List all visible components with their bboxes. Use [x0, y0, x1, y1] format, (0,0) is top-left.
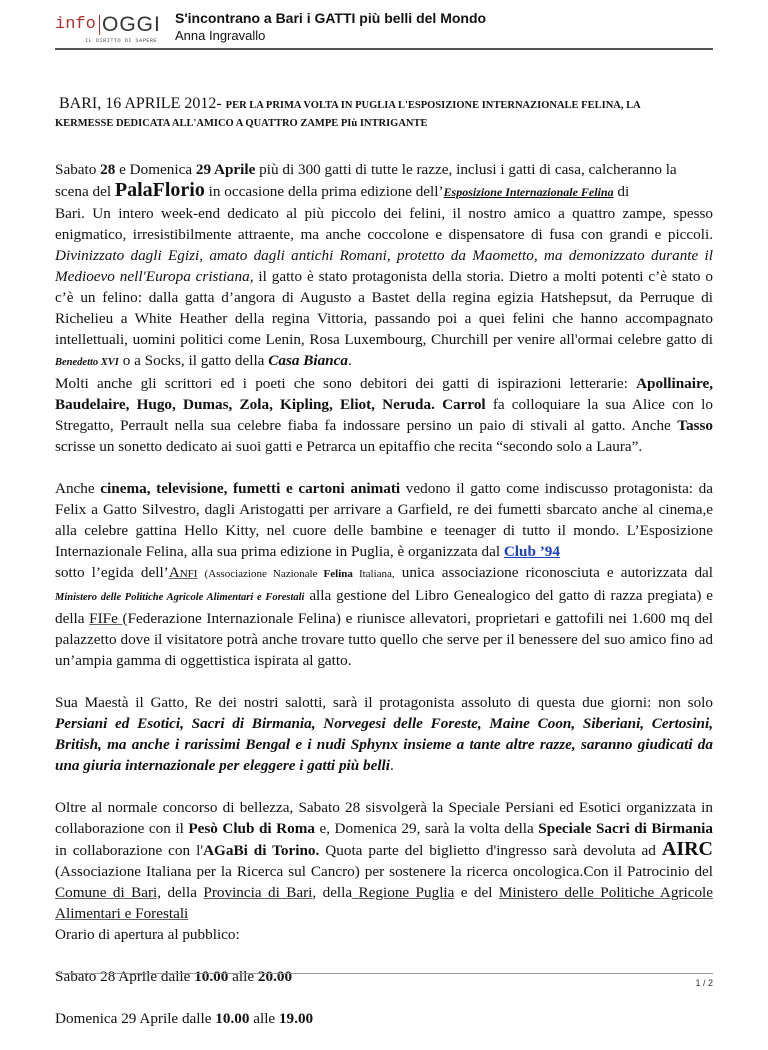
article-body: [55, 95, 713, 1050]
headline-line-2: KERMESSE DEDICATA ALL'AMICO A QUATTRO ZAMPE PIù INTRIGANTE: [55, 118, 428, 129]
text-run: 10.00: [215, 1010, 250, 1027]
logo-tagline: IL DIRITTO DI SAPERE: [85, 37, 158, 44]
paragraph: [55, 797, 713, 945]
text-run: 28: [100, 161, 116, 178]
text-run: più di 300 gatti di tutte le razze, inclusi i gatti di casa, calcheranno la: [255, 161, 677, 178]
text-run: 20.00: [257, 968, 293, 985]
text-run: Benedetto XVI: [55, 357, 119, 368]
text-run: scena del: [55, 183, 115, 200]
text-run: Sabato: [55, 161, 101, 178]
text-run: AGaBi di Torino.: [203, 842, 320, 859]
text-run: .: [347, 352, 352, 369]
text-run: il gatto è stato protagonista della storia. Dietro a molti potenti c’è stato o c’è un felino: dalla gatta d’angora di Augusto a Bastet della regina egizia Hatshepsut, da Perruque di Richelieu a White Heather della regina Vittoria, passando poi a quei felini che hanno accompagnato intellettuali, uomini politici come Lenin, Rosa Luxembourg, Churchill per venire all'ormai celebre gatto di: [55, 268, 714, 348]
text-run: (Associazione Nazionale: [204, 568, 324, 580]
text-run: unica associazione riconosciuta e autorizzata dal: [394, 564, 714, 581]
text-run: Molti anche gli scrittori ed i poeti che sono debitori dei gatti di ispirazioni letterarie:: [55, 375, 637, 392]
article-author: Anna Ingravallo: [175, 28, 266, 43]
paragraph: [55, 1008, 713, 1029]
inline-link[interactable]: Regione Puglia: [352, 884, 455, 901]
text-run: Speciale Sacri di Birmania: [538, 820, 713, 837]
dateline: BARI, 16 APRILE 2012-: [59, 95, 226, 112]
paragraph: [55, 478, 713, 671]
text-run: e, Domenica 29, sarà la volta della: [314, 820, 539, 837]
text-run: Felina: [323, 568, 353, 580]
text-run: (Associazione Italiana per la Ricerca sul Cancro) per sostenere la ricerca oncologica.Con il Patrocinio del: [55, 863, 713, 880]
text-run: Sabato 28 Aprile dalle: [55, 968, 195, 985]
inline-link[interactable]: Ministero delle Politiche Agricole Alimentari e Forestali: [55, 884, 714, 922]
text-run: cinema, televisione, fumetti e cartoni animati: [100, 480, 401, 497]
paragraphs: [55, 159, 713, 1029]
text-run: Quota parte del biglietto d'ingresso sarà devoluta ad: [319, 842, 662, 859]
article-title: S'incontrano a Bari i GATTI più belli del Mondo: [175, 10, 487, 26]
text-run: Bari. Un intero week-end dedicato al più piccolo dei felini, il nostro amico a quattro zampe, spesso enigmatico, irresistibilmente attraente, ma anche coccolone e dispensatore di fusa con grandi e piccoli.: [55, 205, 713, 243]
inline-link[interactable]: Comune di Bari,: [55, 884, 162, 901]
text-run: AIRC: [661, 838, 713, 860]
text-run: Divinizzato dagli Egizi, amato dagli antichi Romani, protetto da Maometto, ma demonizzato durante il Medioevo nell'Europa cristiana,: [55, 247, 713, 285]
text-run: alle: [228, 968, 258, 985]
text-run: Casa Bianca: [268, 352, 348, 369]
text-run: [197, 564, 204, 581]
page-number: 1 / 2: [695, 978, 713, 988]
text-run: alle: [249, 1010, 279, 1027]
text-run: 19.00: [278, 1010, 314, 1027]
logo-info-text: info: [55, 15, 96, 34]
infooggi-logo: [55, 13, 165, 45]
inline-link[interactable]: Provincia di Bari: [203, 884, 313, 901]
text-run: Pesò Club di Roma: [188, 820, 315, 837]
text-run: sotto l’egida dell’: [55, 564, 169, 581]
text-run: Ministero delle Politiche Agricole Alimentari e Forestali: [55, 592, 305, 603]
text-run: Anche: [55, 480, 101, 497]
inline-link[interactable]: FIFe: [89, 610, 123, 627]
text-run: in occasione della prima edizione dell’: [204, 183, 444, 200]
text-run: Sua Maestà il Gatto, Re dei nostri salotti, sarà il protagonista assoluto di questa due giorni: non solo: [55, 694, 713, 711]
paragraph: [55, 159, 713, 457]
text-run: alla gestione del Libro Genealogico del gatto di razza pregiata) e della: [55, 587, 713, 627]
text-run: o a Socks, il gatto della: [118, 352, 269, 369]
text-run: vedono il gatto come indiscusso protagonista: da Felix a Gatto Silvestro, dagli Aristogatti per arrivare a Garfield, re dei fumetti sbarcato anche al cinema,e alla celebre gattina Hello Kitty, nel cuore delle bambine e teenager di tutto il mondo. L’Esposizione Internazionale Felina, alla sua prima edizione in Puglia, è organizzata dal: [55, 480, 714, 560]
text-run: Apollinaire, Baudelaire, Hugo, Dumas, Zola, Kipling, Eliot, Neruda. Carrol: [55, 375, 713, 413]
inline-link[interactable]: Esposizione Internazionale Felina: [443, 185, 614, 199]
text-run: (Federazione Internazionale Felina) e riunisce allevatori, proprietari e gattofili nei 1.600 mq del palazzetto dove il visitatore potrà anche trovare tutto quello che serve per il benessere del suo amico fino ad un’ampia gamma di oggettistica ispirata al gatto.: [55, 610, 713, 669]
text-run: e Domenica: [115, 161, 196, 178]
logo-oggi-text: OGGI: [102, 13, 161, 36]
text-run: della: [161, 884, 204, 901]
inline-link[interactable]: Anfi: [168, 564, 198, 581]
text-run: 29 Aprile: [195, 161, 256, 178]
text-run: Tasso: [677, 417, 713, 434]
text-run: .: [390, 757, 394, 774]
page-header: [55, 8, 713, 50]
text-run: Domenica 29 Aprile dalle: [55, 1010, 216, 1027]
text-run: 10.00: [194, 968, 229, 985]
text-run: Italiana,: [352, 568, 395, 580]
inline-link[interactable]: Club ’94: [503, 543, 560, 560]
page-footer: [55, 973, 713, 988]
text-run: in collaborazione con l': [55, 842, 204, 859]
text-run: di: [613, 183, 630, 200]
text-run: Oltre al normale concorso di bellezza, Sabato 28 sisvolgerà la Speciale Persiani ed Esotici organizzata in collaborazione con il: [55, 799, 713, 837]
lead: [55, 95, 713, 133]
text-run: Orario di apertura al pubblico:: [55, 926, 240, 943]
text-run: , della: [312, 884, 353, 901]
text-run: fa colloquiare la sua Alice con lo Stregatto, Perrault nella sua celebre fiaba fa indossare persino un paio di stivali al gatto. Anche: [55, 396, 713, 434]
text-run: PalaFlorio: [114, 179, 205, 201]
headline-line-1: PER LA PRIMA VOLTA IN PUGLIA L'ESPOSIZIONE INTERNAZIONALE FELINA, LA: [225, 100, 641, 111]
text-run: Persiani ed Esotici, Sacri di Birmania, Norvegesi delle Foreste, Maine Coon, Siberiani, Certosini, British, ma anche i rarissimi Bengal e i nudi Sphynx insieme a tante altre razze, saranno giudicati da una giuria internazionale per eleggere i gatti più belli: [55, 715, 713, 774]
text-run: scrisse un sonetto dedicato ai suoi gatti e Petrarca un epitaffio che recita “secondo solo a Laura”.: [55, 438, 643, 455]
text-run: e del: [454, 884, 499, 901]
logo-divider: [99, 15, 100, 35]
paragraph: [55, 692, 713, 776]
